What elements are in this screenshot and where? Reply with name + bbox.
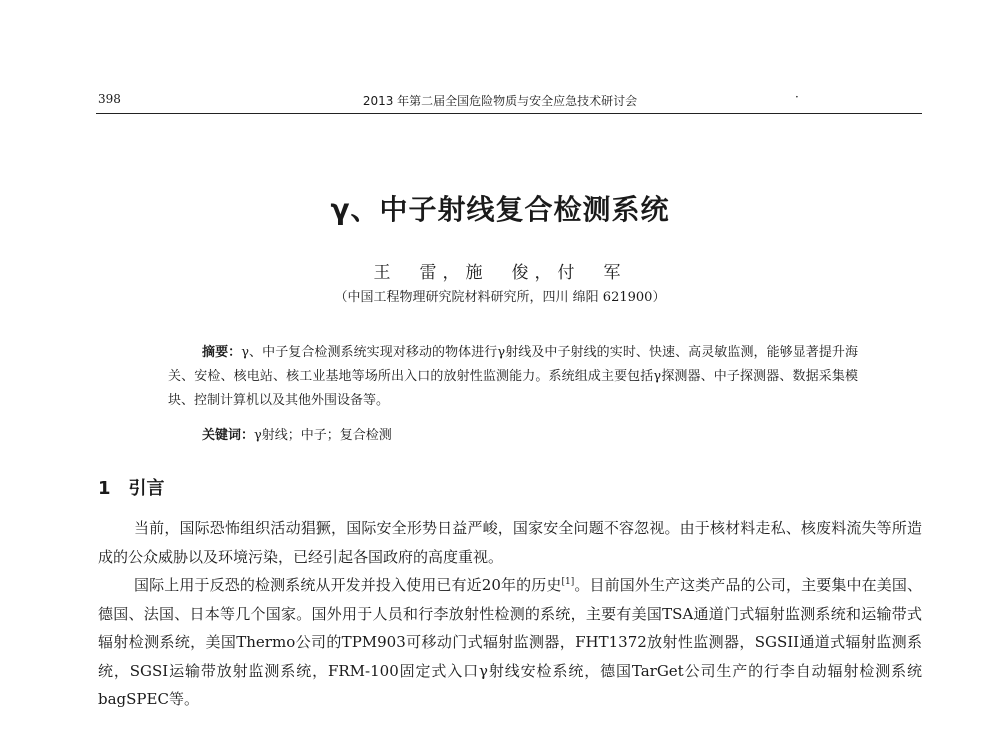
keywords-text: γ射线；中子；复合检测 — [254, 428, 392, 443]
header-rule — [96, 113, 922, 114]
paper-title: γ、中子射线复合检测系统 — [330, 193, 670, 226]
section-number: 1 — [98, 478, 111, 499]
keywords-label: 关键词： — [202, 428, 255, 443]
citation-ref: [1] — [561, 577, 575, 587]
abstract-paragraph — [168, 341, 858, 413]
paragraph-2-part-a: 国际上用于反恐的检测系统从开发并投入使用已有近20年的历史 — [134, 576, 562, 594]
section-title: 引言 — [128, 478, 165, 499]
affiliation: （中国工程物理研究院材料研究所，四川 绵阳 621900） — [334, 290, 666, 305]
page-number: 398 — [98, 92, 121, 106]
abstract — [168, 341, 858, 413]
body-text — [98, 514, 922, 714]
paragraph-1: 当前，国际恐怖组织活动猖獗，国际安全形势日益严峻，国家安全问题不容忽视。由于核材料走私、核废料流失等所造成的公众威胁以及环境污染，已经引起各国政府的高度重视。 — [98, 519, 922, 566]
header-dot: · — [795, 90, 799, 104]
paragraph-2 — [98, 571, 922, 714]
paragraph-2-part-b: 。目前国外生产这类产品的公司，主要集中在美国、德国、法国、日本等几个国家。国外用于人员和行李放射性检测的系统，主要有美国TSA通道门式辐射监测系统和运输带式辐射检测系统，美国Thermo公司的TPM903可移动门式辐射监测器，FHT1372放射性监测器，SGSII通道式辐射监测系统，SGSI运输带放射监测系统，FRM-100固定式入口γ射线安检系统，德国TarGet公司生产的行李自动辐射检测系统bagSPEC等。 — [98, 576, 922, 708]
keywords — [202, 424, 392, 443]
authors: 王 雷，施 俊，付 军 — [373, 263, 627, 283]
section-heading — [98, 474, 165, 500]
abstract-label: 摘要： — [202, 345, 242, 360]
abstract-text: γ、中子复合检测系统实现对移动的物体进行γ射线及中子射线的实时、快速、高灵敏监测，能够显著提升海关、安检、核电站、核工业基地等场所出入口的放射性监测能力。系统组成主要包括γ探测器、中子探测器、数据采集模块、控制计算机以及其他外围设备等。 — [168, 345, 858, 408]
running-header: 2013 年第二届全国危险物质与安全应急技术研讨会 — [362, 94, 638, 108]
